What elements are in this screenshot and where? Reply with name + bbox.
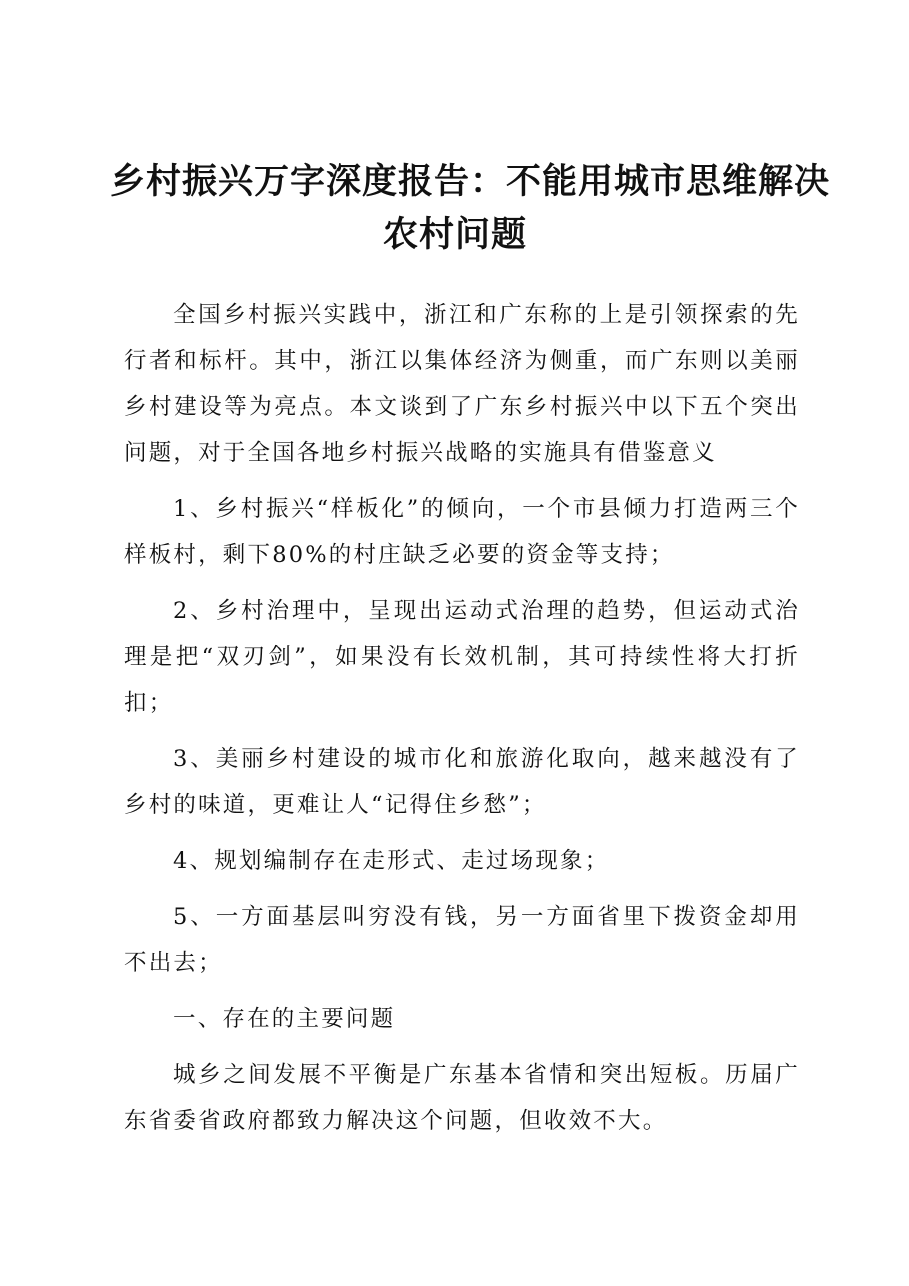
issue-item-2: 2、乡村治理中，呈现出运动式治理的趋势，但运动式治理是把“双刃剑”，如果没有长效机制，其可持续性将大打折扣； xyxy=(124,598,800,716)
document-body xyxy=(124,292,800,1154)
issue-item-4: 4、规划编制存在走形式、走过场现象； xyxy=(173,848,610,874)
section-paragraph: 城乡之间发展不平衡是广东基本省情和突出短板。历届广东省委省政府都致力解决这个问题，但收效不大。 xyxy=(124,1062,800,1134)
document-title xyxy=(110,156,831,262)
title-line-2: 农村问题 xyxy=(382,215,527,255)
intro-paragraph: 全国乡村振兴实践中，浙江和广东称的上是引领探索的先行者和标杆。其中，浙江以集体经济为侧重，而广东则以美丽乡村建设等为亮点。本文谈到了广东乡村振兴中以下五个突出问题，对于全国各地乡村振兴战略的实施具有借鉴意义 xyxy=(124,302,800,466)
issue-item-5: 5、一方面基层叫穷没有钱，另一方面省里下拨资金却用不出去； xyxy=(124,904,800,976)
issue-item-3: 3、美丽乡村建设的城市化和旅游化取向，越来越没有了乡村的味道，更难让人“记得住乡愁”； xyxy=(124,746,800,818)
section-heading: 一、存在的主要问题 xyxy=(173,1006,396,1032)
title-line-1: 乡村振兴万字深度报告：不能用城市思维解决 xyxy=(110,162,831,202)
issue-item-1: 1、乡村振兴“样板化”的倾向，一个市县倾力打造两三个样板村，剩下80%的村庄缺乏必要的资金等支持； xyxy=(124,496,800,568)
